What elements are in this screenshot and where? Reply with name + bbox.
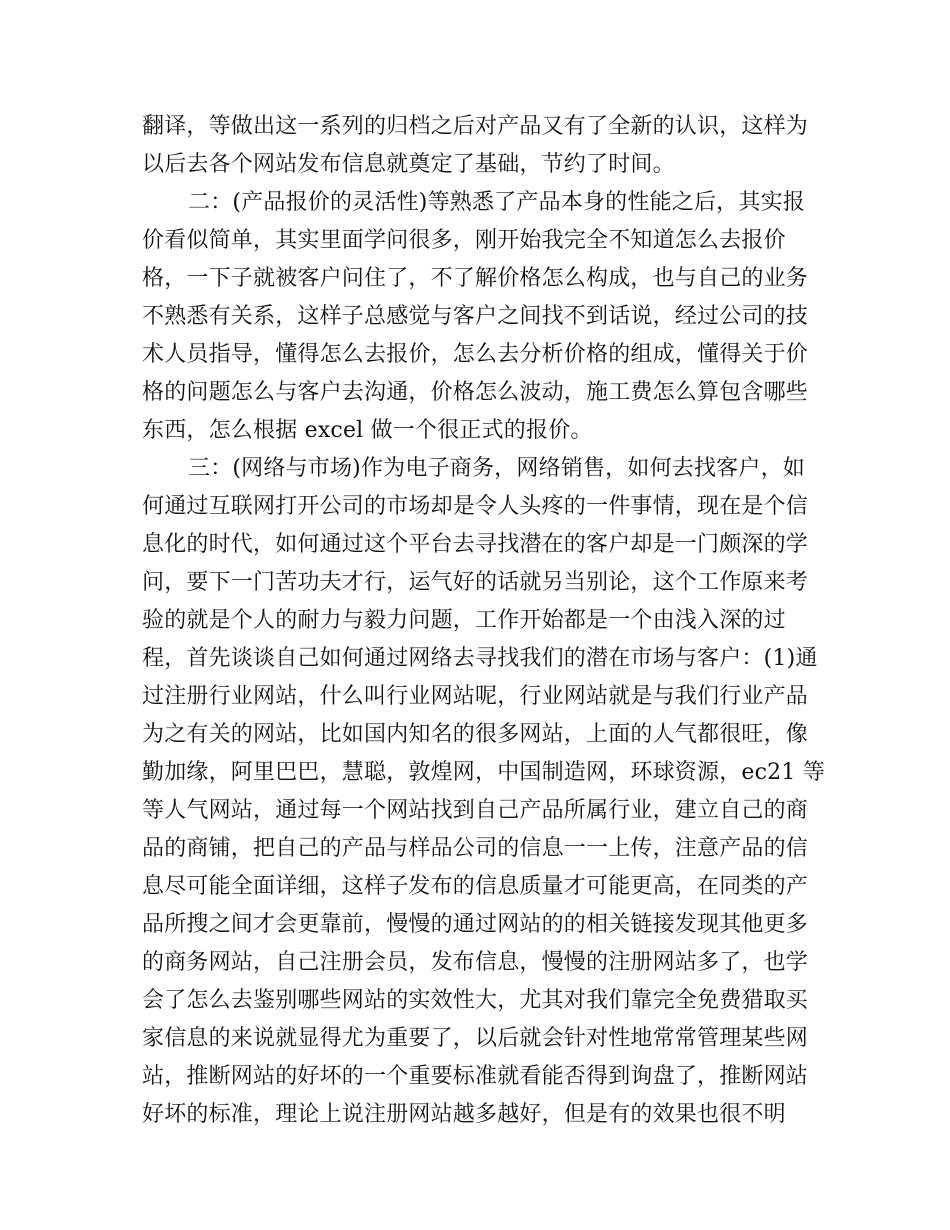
text-line: 品所搜之间才会更靠前，慢慢的通过网站的的相关链接发现其他更多 bbox=[142, 912, 809, 937]
text-line: 术人员指导，懂得怎么去报价，怎么去分析价格的组成，懂得关于价 bbox=[142, 342, 809, 367]
text-line: 程，首先谈谈自己如何通过网络去寻找我们的潜在市场与客户：(1)通 bbox=[142, 646, 818, 671]
text-line: 价看似简单，其实里面学问很多，刚开始我完全不知道怎么去报价 bbox=[142, 228, 786, 253]
text-line: 好坏的标准，理论上说注册网站越多越好，但是有的效果也很不明 bbox=[142, 1102, 786, 1127]
text-line: 二：(产品报价的灵活性)等熟悉了产品本身的性能之后，其实报 bbox=[188, 190, 805, 215]
text-line: 品的商铺，把自己的产品与样品公司的信息一一上传，注意产品的信 bbox=[142, 836, 809, 861]
text-line: 息尽可能全面详细，这样子发布的信息质量才可能更高，在同类的产 bbox=[142, 874, 809, 899]
text-line: 问，要下一门苦功夫才行，运气好的话就另当别论，这个工作原来考 bbox=[142, 570, 809, 595]
text-line: 为之有关的网站，比如国内知名的很多网站，上面的人气都很旺，像 bbox=[142, 722, 809, 747]
text-line: 站，推断网站的好坏的一个重要标准就看能否得到询盘了，推断网站 bbox=[142, 1064, 809, 1089]
text-line: 息化的时代，如何通过这个平台去寻找潜在的客户却是一门颇深的学 bbox=[142, 532, 809, 557]
text-line: 验的就是个人的耐力与毅力问题，工作开始都是一个由浅入深的过 bbox=[142, 608, 786, 633]
text-line: 的商务网站，自己注册会员，发布信息，慢慢的注册网站多了，也学 bbox=[142, 950, 809, 975]
text-line: 三：(网络与市场)作为电子商务，网络销售，如何去找客户，如 bbox=[188, 456, 805, 481]
text-line: 格，一下子就被客户问住了，不了解价格怎么构成，也与自己的业务 bbox=[142, 266, 809, 291]
text-line: 过注册行业网站，什么叫行业网站呢，行业网站就是与我们行业产品 bbox=[142, 684, 809, 709]
text-line: 翻译，等做出这一系列的归档之后对产品又有了全新的认识，这样为 bbox=[142, 114, 809, 139]
text-line: 不熟悉有关系，这样子总感觉与客户之间找不到话说，经过公司的技 bbox=[142, 304, 809, 329]
text-line: 东西，怎么根据 excel 做一个很正式的报价。 bbox=[142, 418, 593, 443]
text-line: 等人气网站，通过每一个网站找到自己产品所属行业，建立自己的商 bbox=[142, 798, 809, 823]
text-line: 会了怎么去鉴别哪些网站的实效性大，尤其对我们靠完全免费猎取买 bbox=[142, 988, 809, 1013]
text-line: 以后去各个网站发布信息就奠定了基础，节约了时间。 bbox=[142, 152, 675, 177]
text-line: 何通过互联网打开公司的市场却是令人头疼的一件事情，现在是个信 bbox=[142, 494, 809, 519]
text-line: 家信息的来说就显得尤为重要了，以后就会针对性地常常管理某些网 bbox=[142, 1026, 809, 1051]
text-line: 勤加缘，阿里巴巴，慧聪，敦煌网，中国制造网，环球资源，ec21 等 bbox=[142, 760, 825, 785]
text-line: 格的问题怎么与客户去沟通，价格怎么波动，施工费怎么算包含哪些 bbox=[142, 380, 809, 405]
